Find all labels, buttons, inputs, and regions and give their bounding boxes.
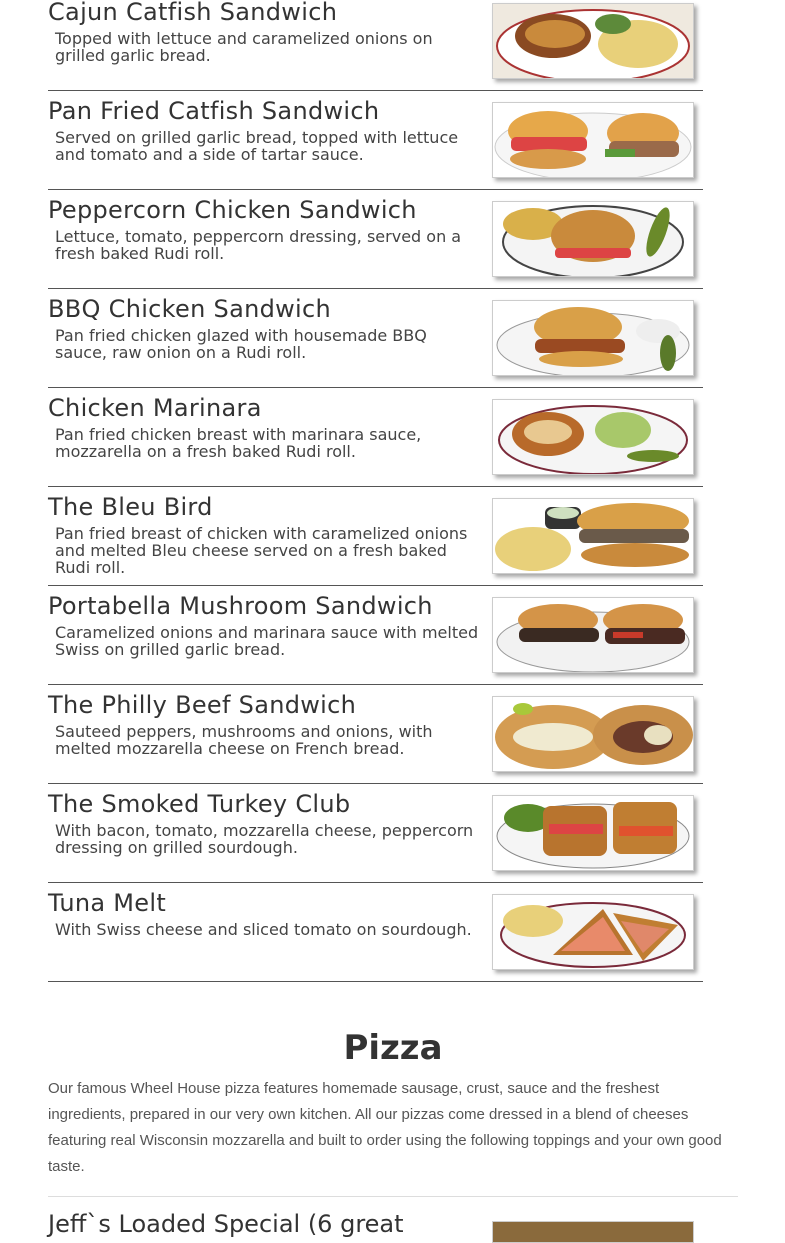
section-title: Pizza [343,1028,443,1068]
menu-item-description: With bacon, tomato, mozzarella cheese, peppercorn dressing on grilled sourdough. [55,821,474,857]
menu-item-photo[interactable] [492,696,694,772]
menu-item-name: Pan Fried Catfish Sandwich [48,97,380,125]
menu-item [48,388,703,487]
sandwich-menu-list [48,0,703,982]
menu-item [48,487,703,586]
menu-item-photo[interactable] [492,102,694,178]
menu-item-name: The Bleu Bird [48,493,213,521]
menu-item [48,586,703,685]
menu-item-name: Peppercorn Chicken Sandwich [48,196,417,224]
menu-item [48,685,703,784]
menu-item-description: Topped with lettuce and caramelized onions on grilled garlic bread. [55,29,433,65]
menu-item [48,784,703,883]
menu-item-name: Chicken Marinara [48,394,262,422]
menu-item-photo[interactable] [492,399,694,475]
menu-item-photo[interactable] [492,201,694,277]
divider [48,1196,738,1197]
menu-item-name: Cajun Catfish Sandwich [48,0,338,26]
menu-item [48,0,703,91]
pizza-section [48,1026,738,1238]
menu-item-description: Pan fried chicken breast with marinara sauce, mozzarella on a fresh baked Rudi roll. [55,425,422,461]
section-intro: Our famous Wheel House pizza features homemade sausage, crust, sauce and the freshest ingredients, prepared in our very own kitchen. All our pizzas come dressed in a blend of cheeses featuring real Wisconsin mozzarella and built to order using the following toppings and your own good taste. [48,1080,722,1175]
menu-item [48,190,703,289]
menu-item-photo[interactable] [492,1221,694,1243]
menu-item-name: The Philly Beef Sandwich [48,691,357,719]
menu-item-photo[interactable] [492,3,694,79]
menu-item-photo[interactable] [492,300,694,376]
menu-item [48,883,703,982]
menu-item-name: BBQ Chicken Sandwich [48,295,332,323]
menu-item-description: Sauteed peppers, mushrooms and onions, with melted mozzarella cheese on French bread. [55,722,433,758]
menu-item-name: The Smoked Turkey Club [48,790,351,818]
menu-item-name: Portabella Mushroom Sandwich [48,592,433,620]
menu-item-description: Pan fried breast of chicken with caramelized onions and melted Bleu cheese served on a fresh baked Rudi roll. [55,524,468,577]
menu-item-description: With Swiss cheese and sliced tomato on sourdough. [55,920,472,939]
menu-item-description: Pan fried chicken glazed with housemade BBQ sauce, raw onion on a Rudi roll. [55,326,427,362]
menu-item-description: Caramelized onions and marinara sauce with melted Swiss on grilled garlic bread. [55,623,479,659]
menu-item-photo[interactable] [492,498,694,574]
menu-item [48,91,703,190]
menu-item-name: Tuna Melt [48,889,167,917]
menu-item-description: Served on grilled garlic bread, topped with lettuce and tomato and a side of tartar sauce. [55,128,459,164]
menu-item-photo[interactable] [492,894,694,970]
menu-item-name: Jeff`s Loaded Special (6 great [48,1210,404,1238]
menu-item-description: Lettuce, tomato, peppercorn dressing, served on a fresh baked Rudi roll. [55,227,462,263]
menu-item-photo[interactable] [492,597,694,673]
menu-item-photo[interactable] [492,795,694,871]
menu-item [48,289,703,388]
